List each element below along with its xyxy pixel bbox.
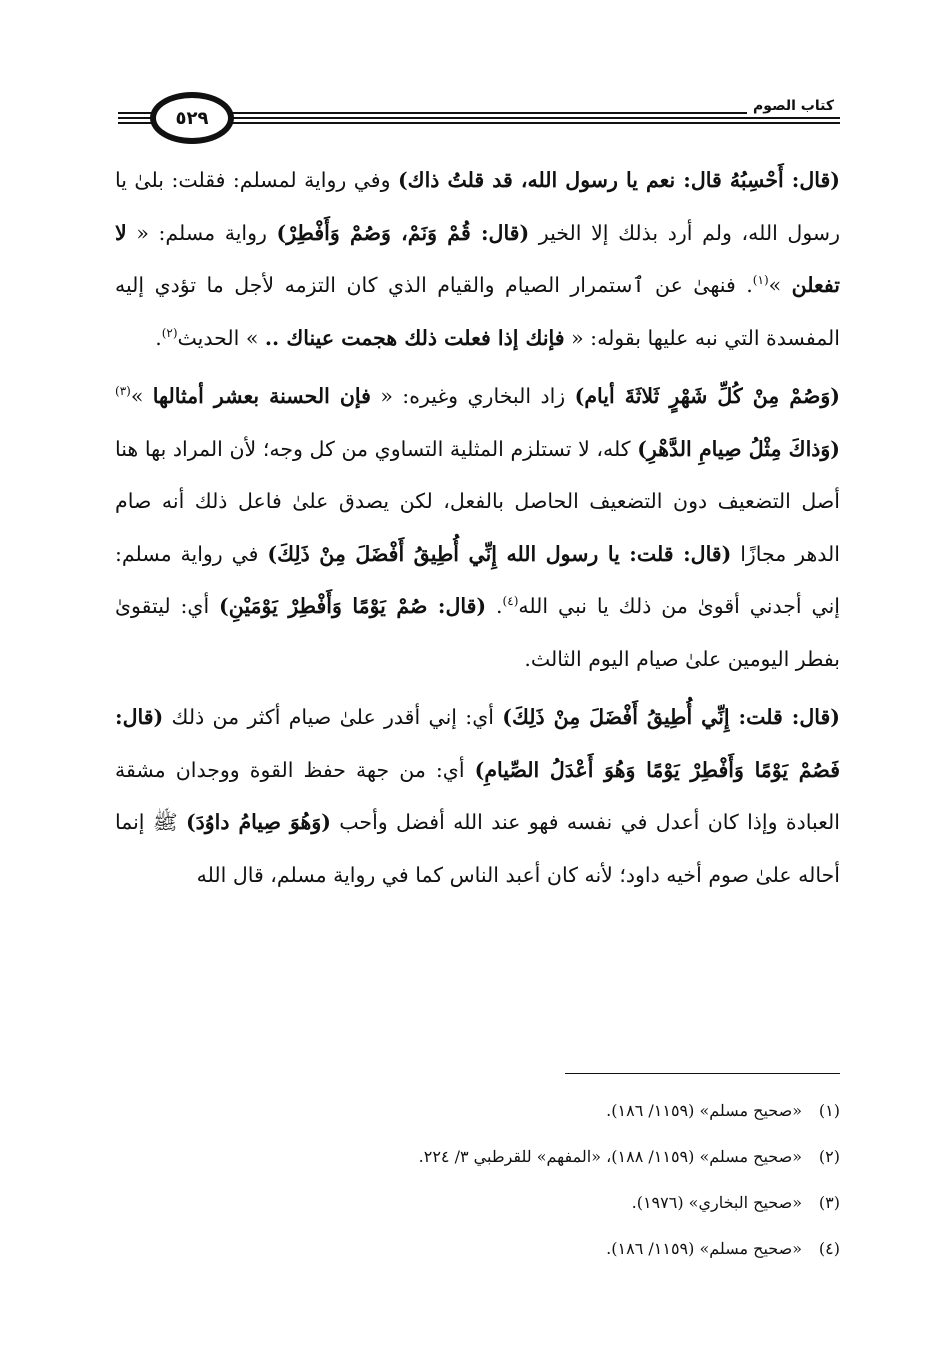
commentary-text: أي: إني أقدر علىٰ صيام أكثر من ذلك bbox=[163, 705, 503, 729]
commentary-text: » الحديث bbox=[177, 325, 265, 350]
commentary-text: في رواية مسلم: إني أجدني أقوىٰ من ذلك يا نبي الله bbox=[115, 541, 840, 618]
page-number: ٥٢٩ bbox=[175, 107, 209, 129]
hadith-quote: (وَذاكَ مِثْلُ صِيامِ الدَّهْرِ) bbox=[637, 436, 841, 461]
footnote bbox=[115, 1186, 840, 1220]
commentary-text: زاد البخاري وغيره: « bbox=[370, 384, 575, 408]
hadith-quote: فإنك إذا فعلت ذلك هجمت عيناك .. bbox=[264, 325, 565, 350]
hadith-quote: (قال: صُمْ يَوْمًا وَأَفْطِرْ يَوْمَيْنِ) bbox=[219, 594, 487, 618]
hadith-quote: (قال: قلت: يا رسول الله إِنِّي أُطِيقُ أَفْضَلَ مِنْ ذَلِكَ) bbox=[267, 541, 732, 566]
commentary-text: . فنهىٰ عن ٱستمرار الصيام والقيام الذي كان التزمه لأجل ما تؤدي إليه المفسدة التي نبه عليها بقوله: « bbox=[115, 273, 840, 350]
hadith-quote: (وَصُمْ مِنْ كُلِّ شَهْرٍ ثَلاثَةَ أيام) bbox=[574, 384, 840, 408]
paragraph bbox=[115, 154, 840, 364]
footnote-number: (٢) bbox=[818, 1147, 840, 1166]
page-number-oval bbox=[150, 92, 234, 144]
footnote-number: (٤) bbox=[818, 1239, 840, 1258]
hadith-quote: فإن الحسنة بعشر أمثالها bbox=[152, 384, 371, 408]
commentary-text: . bbox=[486, 594, 503, 618]
footnote bbox=[115, 1232, 840, 1266]
hadith-quote: (قال: قلت: إِنِّي أُطِيقُ أَفْضَلَ مِنْ ذَلِكَ) bbox=[502, 705, 840, 729]
hadith-quote: (وَهُوَ صِيامُ داوُدَ) bbox=[185, 810, 331, 834]
footnote bbox=[115, 1140, 840, 1174]
paragraph bbox=[115, 370, 840, 685]
commentary-text: » bbox=[130, 384, 153, 408]
commentary-text: رواية مسلم: « bbox=[126, 220, 277, 245]
commentary-text: أي: ليتقوىٰ بفطر اليومين علىٰ صيام اليوم الثالث. bbox=[115, 594, 840, 671]
header-rule bbox=[225, 117, 840, 119]
section-title: كتاب الصوم bbox=[747, 98, 840, 114]
footnote-text: «صحيح مسلم» (١١٥٩/ ١٨٦). bbox=[606, 1101, 802, 1120]
header-rule bbox=[225, 122, 840, 124]
commentary-text: وفي رواية لمسلم: فقلت: بلىٰ يا رسول الله، ولم أرد بذلك إلا الخير bbox=[115, 168, 840, 245]
footnotes bbox=[115, 1094, 840, 1278]
paragraph bbox=[115, 691, 840, 901]
footnote-number: (٣) bbox=[818, 1193, 840, 1212]
footnote-text: «صحيح مسلم» (١١٥٩/ ١٨٨)، «المفهم» للقرطبي ٣/ ٢٢٤. bbox=[418, 1147, 802, 1166]
commentary-text: ﷺ إنما أحاله علىٰ صوم أخيه داود؛ لأنه كان أعبد الناس كما في رواية مسلم، قال الله bbox=[115, 810, 840, 887]
commentary-text: كله، لا تستلزم المثلية التساوي من كل وجه؛ لأن المراد بها هنا أصل التضعيف دون التضعيف الحاصل بالفعل، لكن يصدق علىٰ فاعل ذلك أنه صام الدهر مجازًا bbox=[115, 436, 840, 566]
footnote-marker: (٤) bbox=[502, 594, 519, 609]
footnote-text: «صحيح مسلم» (١١٥٩/ ١٨٦). bbox=[606, 1239, 802, 1258]
footnote bbox=[115, 1094, 840, 1128]
footnote-marker: (١) bbox=[752, 273, 769, 288]
footnote-marker: (٢) bbox=[161, 325, 178, 340]
hadith-quote: لا تفعلن bbox=[115, 220, 840, 297]
footnote-marker: (٣) bbox=[115, 384, 131, 399]
hadith-quote: (قال: أَحْسِبُهُ قال: نعم يا رسول الله، قد قلتُ ذاك) bbox=[397, 168, 840, 192]
footnote-separator bbox=[565, 1073, 840, 1074]
commentary-text: . bbox=[155, 325, 162, 350]
commentary-text: » bbox=[768, 273, 792, 297]
page-header bbox=[0, 0, 948, 160]
hadith-quote: (قال: قُمْ وَنَمْ، وَصُمْ وَأَفْطِرْ) bbox=[276, 220, 530, 245]
body-text bbox=[115, 154, 840, 901]
footnote-text: «صحيح البخاري» (١٩٧٦). bbox=[631, 1193, 802, 1212]
footnote-number: (١) bbox=[818, 1101, 840, 1120]
commentary-text: أي: من جهة حفظ القوة ووجدان مشقة العبادة وإذا كان أعدل في نفسه فهو عند الله أفضل وأحب bbox=[115, 757, 840, 834]
hadith-quote: (قال: فَصُمْ يَوْمًا وَأَفْطِرْ يَوْمًا وَهُوَ أَعْدَلُ الصِّيامِ) bbox=[115, 705, 840, 782]
